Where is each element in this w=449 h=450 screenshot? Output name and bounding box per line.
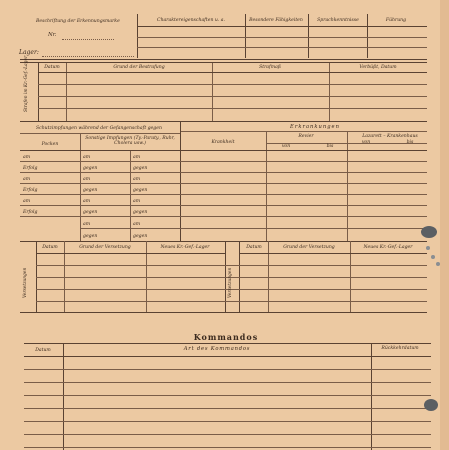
vers-side-label-left: Versetzungen xyxy=(23,267,28,298)
section-rule xyxy=(20,312,427,313)
sonst-am: am xyxy=(83,155,91,160)
top-divider-3 xyxy=(308,14,309,58)
vers-neues-header-2: Neues Kr.-Gef.-Lager xyxy=(363,245,413,250)
lager-label: Lager: xyxy=(19,49,39,56)
fuehrung-header: Führung xyxy=(385,18,407,23)
sonst-gegen: gegen xyxy=(133,166,148,171)
revier-von: von xyxy=(281,144,291,149)
sonst-gegen: gegen xyxy=(83,188,98,193)
strafen-row-line xyxy=(38,84,427,85)
kommandos-row-line xyxy=(24,447,431,448)
impf-row-line xyxy=(20,172,427,173)
top-row-line xyxy=(137,47,427,48)
top-row-line xyxy=(137,37,427,38)
erkrankungen-header: Erkrankungen xyxy=(290,124,340,130)
strafen-col-line xyxy=(66,62,67,121)
pocken-am-3: am xyxy=(23,199,31,204)
impf-row-line xyxy=(20,161,427,162)
sonst-gegen: gegen xyxy=(83,166,98,171)
kommandos-art-header: Art des Kommandos xyxy=(183,346,251,352)
charakter-header: Charaktereigenschaften u. a. xyxy=(157,18,225,23)
vers-header-line xyxy=(36,253,225,254)
sonst-am: am xyxy=(133,199,141,204)
vers-header-line xyxy=(239,253,427,254)
top-divider-1 xyxy=(137,14,138,58)
strafen-row-line xyxy=(38,108,427,109)
sonst-gegen: gegen xyxy=(83,210,98,215)
impf-erk-divider xyxy=(180,121,181,241)
lager-field xyxy=(42,56,134,57)
kommandos-row-line xyxy=(24,382,431,383)
impf-row-line xyxy=(20,205,427,206)
impf-header: Schutzimpfungen während der Gefangenschaft gegen xyxy=(36,126,162,131)
pocken-am-1: am xyxy=(23,155,31,160)
sonst-am: am xyxy=(83,199,91,204)
vers-row-line xyxy=(36,265,427,266)
sonst-am: am xyxy=(133,177,141,182)
impf-row-line xyxy=(80,228,427,229)
impf-row-line xyxy=(20,183,427,184)
vers-grund-header-2: Grund der Versetzung xyxy=(283,245,335,250)
erkennungsmarke-label: Beschriftung der Erkennungsmarke xyxy=(36,19,120,24)
lazarett-bis: bis xyxy=(406,140,414,145)
strafen-grund-header: Grund der Bestrafung xyxy=(113,65,165,70)
strafen-col-line xyxy=(212,62,213,121)
verbuesst-header: Verbüßt, Datum xyxy=(359,65,397,70)
top-header-line xyxy=(137,26,427,27)
strafen-row-line xyxy=(38,96,427,97)
erk-col-line xyxy=(266,131,267,241)
sonst-gegen: gegen xyxy=(133,234,148,239)
kommandos-row-line xyxy=(24,434,431,435)
sonst-am: am xyxy=(83,177,91,182)
sonst-gegen: gegen xyxy=(133,188,148,193)
pocken-header: Pocken xyxy=(41,142,59,147)
faehigkeiten-header: Besondere Fähigkeiten xyxy=(249,18,303,23)
section-rule xyxy=(20,241,427,242)
strafen-col-line xyxy=(329,62,330,121)
erk-col-line xyxy=(347,131,348,241)
nr-label: Nr. xyxy=(48,32,57,38)
sonstige-header: Sonstige Impfungen (Ty.-Paraty., Ruhr, Cholera usw.) xyxy=(85,136,175,146)
kommandos-top-rule xyxy=(24,343,431,344)
sonst-am: am xyxy=(133,155,141,160)
lazarett-header: Lazarett – Krankenhaus xyxy=(362,134,418,139)
top-divider-4 xyxy=(367,14,368,58)
top-divider-2 xyxy=(245,14,246,58)
strafen-header-line xyxy=(38,72,427,73)
kommandos-title: Kommandos xyxy=(193,332,259,342)
strafen-side-label: Strafen im Kr.-Gef.-Lager xyxy=(24,55,29,112)
strafen-top-line xyxy=(20,62,427,63)
vers-grund-header: Grund der Versetzung xyxy=(79,245,131,250)
impf-row-line xyxy=(20,194,427,195)
perforation-dot xyxy=(436,262,440,266)
strafen-col-line xyxy=(38,62,39,121)
kommandos-row-line xyxy=(24,421,431,422)
vers-datum-header: Datum xyxy=(42,245,58,250)
nr-field xyxy=(62,39,114,40)
vers-row-line xyxy=(36,301,427,302)
sonst-gegen: gegen xyxy=(133,210,148,215)
punch-hole xyxy=(421,226,437,238)
pocken-erfolg-3: Erfolg xyxy=(23,210,38,215)
impf-line xyxy=(20,133,180,134)
perforation-dot xyxy=(431,255,435,259)
lazarett-von: von xyxy=(361,140,371,145)
krankheit-header: Krankheit xyxy=(211,140,235,145)
pocken-erfolg-1: Erfolg xyxy=(23,166,38,171)
kommandos-datum-header: Datum xyxy=(35,348,51,353)
sprachkenntnisse-header: Sprachkenntnisse xyxy=(317,18,359,23)
kommandos-row-line xyxy=(24,369,431,370)
impf-header-line xyxy=(20,150,427,151)
punch-hole xyxy=(424,399,438,411)
revier-header: Revier xyxy=(298,134,314,139)
rueckkehr-header: Rückkehrdatum xyxy=(381,346,419,351)
vers-neues-header: Neues Kr.-Gef.-Lager xyxy=(160,245,210,250)
impf-row-line xyxy=(20,216,427,217)
kommandos-row-line xyxy=(24,395,431,396)
sonst-gegen: gegen xyxy=(83,234,98,239)
erk-line xyxy=(180,131,427,132)
kommandos-header-line xyxy=(24,356,431,357)
sonst-am: am xyxy=(133,222,141,227)
revier-bis: bis xyxy=(326,144,334,149)
pocken-erfolg-2: Erfolg xyxy=(23,188,38,193)
kommandos-row-line xyxy=(24,408,431,409)
pocken-am-2: am xyxy=(23,177,31,182)
vers-side-label-right: Versetzungen xyxy=(228,267,233,298)
sonst-am: am xyxy=(83,222,91,227)
strafmass-header: Strafmaß xyxy=(259,65,281,70)
strafen-datum-header: Datum xyxy=(44,65,60,70)
section-rule xyxy=(20,59,427,60)
perforation-dot xyxy=(426,246,430,250)
paper-edge xyxy=(440,0,449,450)
section-rule xyxy=(20,121,427,122)
vers-datum-header-2: Datum xyxy=(246,245,262,250)
